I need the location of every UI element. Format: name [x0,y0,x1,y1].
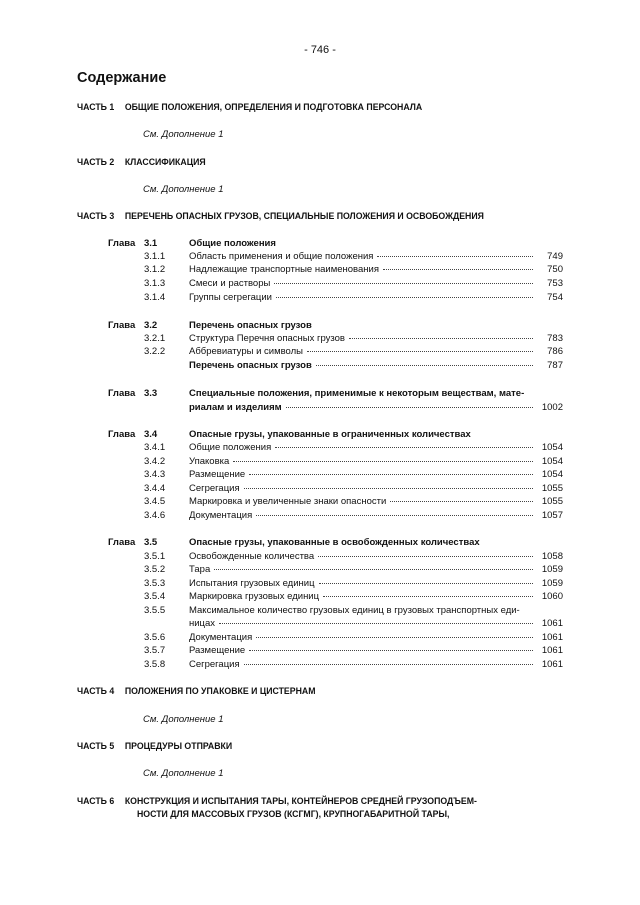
section-number: 3.5.7 [144,645,166,656]
part-number: ЧАСТЬ 1 [77,102,115,113]
part-number: ЧАСТЬ 6 [77,796,115,807]
entry-text: Перечень опасных грузов [189,360,312,371]
section-number: 3.2.1 [144,333,166,344]
entry-text: ницах [189,618,216,629]
entry-text: риалам и изделиям [189,402,282,413]
entry-text: Освобожденные количества [189,551,315,562]
part-title: КОНСТРУКЦИЯ И ИСПЫТАНИЯ ТАРЫ, КОНТЕЙНЕРОВ СРЕДНЕЙ ГРУЗОПОДЪЕМ- [124,796,477,807]
chapter-label: Глава [108,320,136,331]
section-number: 3.4.1 [144,442,166,453]
chapter-label: Глава [108,238,136,249]
entry-page: 750 [547,264,563,275]
toc-entry[interactable] [189,591,563,602]
entry-page: 1059 [541,564,563,575]
entry-text: Общие положения [189,442,272,453]
part-title: ПОЛОЖЕНИЯ ПО УПАКОВКЕ И ЦИСТЕРНАМ [124,686,316,697]
part-6-heading [77,796,477,807]
part-5-heading [77,741,232,752]
part-1-heading [77,102,422,113]
section-number: 3.2.2 [144,346,166,357]
section-number: 3.5.5 [144,605,166,616]
section-number: 3.5.3 [144,578,166,589]
chapter-number: 3.2 [144,320,158,331]
part-title: КЛАССИФИКАЦИЯ [124,157,206,168]
entry-page: 1059 [541,578,563,589]
entry-page: 1002 [541,402,563,413]
page-number: - 746 - [304,44,336,56]
entry-page: 1054 [541,456,563,467]
entry-page: 1054 [541,442,563,453]
entry-page: 754 [547,292,563,303]
toc-entry[interactable] [189,278,563,289]
chapter-title: Опасные грузы, упакованные в ограниченных количествах [189,429,471,440]
entry-text: Маркировка и увеличенные знаки опасности [189,496,387,507]
part-title: ПРОЦЕДУРЫ ОТПРАВКИ [124,741,233,752]
entry-page: 1054 [541,469,563,480]
entry-text: Размещение [189,469,246,480]
toc-entry[interactable] [189,456,563,467]
part-title: ПЕРЕЧЕНЬ ОПАСНЫХ ГРУЗОВ, СПЕЦИАЛЬНЫЕ ПОЛОЖЕНИЯ И ОСВОБОЖДЕНИЯ [124,211,484,222]
section-number: 3.1.4 [144,292,166,303]
toc-entry[interactable] [189,618,563,629]
part-3-heading [77,211,484,222]
chapter-number: 3.4 [144,429,158,440]
section-number: 3.5.1 [144,551,166,562]
entry-page: 1061 [541,618,563,629]
chapter-number: 3.1 [144,238,158,249]
toc-entry[interactable] [189,469,563,480]
toc-entry[interactable] [189,333,563,344]
toc-entry[interactable] [189,251,563,262]
section-number: 3.1.2 [144,264,166,275]
chapter-label: Глава [108,388,136,399]
entry-page: 1061 [541,632,563,643]
part-number: ЧАСТЬ 3 [77,211,115,222]
entry-text: Испытания грузовых единиц [189,578,315,589]
part-1-note: См. Дополнение 1 [143,129,224,140]
entry-page: 1058 [541,551,563,562]
section-number: 3.4.6 [144,510,166,521]
part-title: ОБЩИЕ ПОЛОЖЕНИЯ, ОПРЕДЕЛЕНИЯ И ПОДГОТОВКА ПЕРСОНАЛА [124,102,423,113]
toc-entry[interactable] [189,483,563,494]
entry-page: 1060 [541,591,563,602]
part-6-title-line-2: НОСТИ ДЛЯ МАССОВЫХ ГРУЗОВ (КСГМГ), КРУПНОГАБАРИТНОЙ ТАРЫ, [137,809,450,820]
part-number: ЧАСТЬ 2 [77,157,115,168]
chapter-title: Общие положения [189,238,276,249]
toc-entry[interactable] [189,564,563,575]
entry-text: Упаковка [189,456,230,467]
entry-page: 1061 [541,659,563,670]
entry-text: Аббревиатуры и символы [189,346,303,357]
part-4-note: См. Дополнение 1 [143,714,224,725]
section-number: 3.5.6 [144,632,166,643]
part-2-note: См. Дополнение 1 [143,184,224,195]
entry-page: 1055 [541,483,563,494]
chapter-number: 3.3 [144,388,158,399]
chapter-label: Глава [108,537,136,548]
toc-entry[interactable] [189,551,563,562]
entry-page: 783 [547,333,563,344]
entry-page: 753 [547,278,563,289]
entry-text: Сегрегация [189,483,240,494]
section-number: 3.5.2 [144,564,166,575]
entry-page: 749 [547,251,563,262]
toc-entry[interactable] [189,264,563,275]
toc-entry[interactable] [189,645,563,656]
entry-text: Тара [189,564,211,575]
chapter-title: Перечень опасных грузов [189,320,312,331]
entry-page: 786 [547,346,563,357]
toc-title: Содержание [77,70,167,86]
toc-entry[interactable] [189,346,563,357]
section-number: 3.4.4 [144,483,166,494]
toc-entry[interactable] [189,360,563,371]
entry-text: Сегрегация [189,659,240,670]
entry-page: 1055 [541,496,563,507]
toc-entry[interactable] [189,659,563,670]
entry-page: 1061 [541,645,563,656]
section-number: 3.4.3 [144,469,166,480]
entry-text: Размещение [189,645,246,656]
part-number: ЧАСТЬ 5 [77,741,115,752]
section-number: 3.4.5 [144,496,166,507]
section-number: 3.4.2 [144,456,166,467]
entry-page: 1057 [541,510,563,521]
toc-entry[interactable] [189,632,563,643]
part-5-note: См. Дополнение 1 [143,768,224,779]
entry-text: Структура Перечня опасных грузов [189,333,345,344]
part-2-heading [77,157,206,168]
chapter-title-line: Специальные положения, применимые к некоторым веществам, мате- [189,388,525,399]
part-number: ЧАСТЬ 4 [77,686,115,697]
toc-entry[interactable] [189,496,563,507]
chapter-number: 3.5 [144,537,158,548]
entry-text: Документация [189,632,253,643]
entry-text: Область применения и общие положения [189,251,374,262]
section-number: 3.1.1 [144,251,166,262]
entry-text: Маркировка грузовых единиц [189,591,320,602]
section-number: 3.5.8 [144,659,166,670]
toc-entry[interactable] [189,442,563,453]
section-number: 3.5.4 [144,591,166,602]
toc-entry[interactable] [189,292,563,303]
section-number: 3.1.3 [144,278,166,289]
chapter-label: Глава [108,429,136,440]
entry-page: 787 [547,360,563,371]
toc-entry[interactable] [189,578,563,589]
toc-entry[interactable] [189,510,563,521]
entry-text: Надлежащие транспортные наименования [189,264,379,275]
chapter-title: Опасные грузы, упакованные в освобожденных количествах [189,537,480,548]
toc-entry[interactable] [189,402,563,413]
entry-text: Документация [189,510,253,521]
entry-text: Группы сегрегации [189,292,272,303]
entry-text-line: Максимальное количество грузовых единиц в грузовых транспортных еди- [189,605,520,616]
part-4-heading [77,686,316,697]
entry-text: Смеси и растворы [189,278,271,289]
